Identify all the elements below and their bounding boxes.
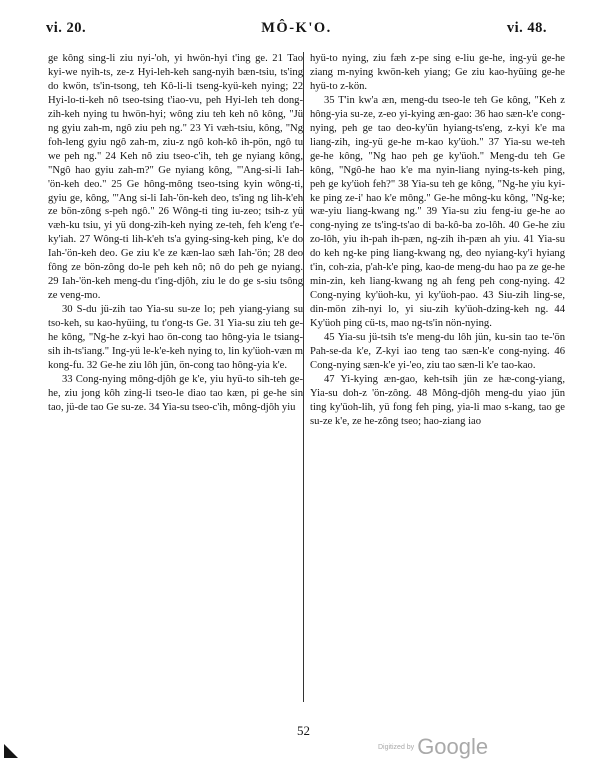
right-column [310, 52, 565, 702]
page-number: 52 [297, 723, 310, 738]
corner-triangle-icon [4, 744, 18, 758]
google-logo: Google [417, 734, 489, 759]
paragraph: 30 S-du jü-zih tao Yia-su su-ze lo; peh yiang-yiang su tso-keh, su kao-hyüing, tu t'ong-ts Ge. 31 Yia-su ziu teh ge-he kông, "Ng-he z-kyi hao ön-cong tao hông-yia le tsiang-sih ih-ts'iang." Ing-yü le-k'e-keh nying to, lin ky'üoh-væn m kong-fu. 32 Ge-he ziu lôh jün, ön-cong tao hông-yia k'e. [48, 304, 303, 371]
header-book-title: MÔ-K'O. [261, 20, 332, 36]
watermark-prefix: Digitized by [378, 743, 415, 751]
header-left-verse: vi. 20. [46, 20, 87, 36]
paragraph: hyü-to nying, ziu fæh z-pe sing e-liu ge-he, ing-yü ge-he ziang m-nying kwön-keh yiang; Ge ziu kao-hyüing ge-he hyü-to z-kön. [310, 53, 565, 92]
digitized-watermark [378, 734, 488, 760]
paragraph: ge kông sing-li ziu nyi-'oh, yi hwön-hyi t'ing ge. 21 Tao kyi-we nyih-ts, ze-z Hyi-leh-keh sang-nyih bæn-tsiu, ts'ing do kwön, ts'in-tsong, teh Kô-li-li tseng-kyü-keh nying; 22 Hyi-lo-ti-keh nô tseo-tsing t'iao-vu, peh Hyi-leh teh dong-zih-keh nying tu hwön-hyi; wông ziu teh keh nô kông, "Jü ng gyiu zah-m, ngô ziu peh ng." 23 Yi væh-tsiu, kông, "Ng foh-leng gyiu ngô zah-m, ziu-z ngô koh-kô ih-pön, ngô tu we peh ng." 24 Keh nô ziu tseo-c'ih, teh ge nyiang kông, "Ngô hao gyiu zah-m?" Ge nyiang kông, "'Ang-si-li Iah-'ön-keh deo." 25 Ge hông-mông tseo-tsing kyin wông-ti, gyiu ge, kông, "'Ang si-li Iah-'ön-keh deo, ts'ing ng lih-k'eh ze bön-zông s-peh ngô." 26 Wông-ti ting iu-zeo; tsih-z yü væh-ku tsiu, yi yü dong-zih-keh nying ze-teh, feh k'eng t'e-ky'iah. 27 Wông-ti lih-k'eh ts'a gying-sing-keh ping, k'e do Iah-'ön-keh deo. Ge ziu k'e ze kæn-lao sæh Iah-'ön; 28 deo fông ze bön-zông do-le peh keh nô; nô do peh ge nyiang. 29 Iah-'ön-keh meng-du t'ing-djôh, ziu le do ge s-siu tsông ze veng-mo. [48, 53, 303, 302]
running-header [46, 20, 547, 40]
paragraph: 47 Yi-kying æn-gao, keh-tsih jün ze hæ-cong-yiang, Yia-su doh-z 'ön-zông. 48 Mông-djôh meng-du yiao jün ting ky'üoh-lih, yü fong feh ping, yia-li mao s-kang, tao ge su-ze k'e, ze he-zông tseo; hao-ziang iao [310, 373, 565, 427]
paragraph: 33 Cong-nying mông-djôh ge k'e, yiu hyü-to sih-teh ge-he, ziu jong kôh zing-li tseo-le diao tao kæn, pi ge-he sin tao, jü-de tao Ge su-ze. 34 Yia-su tseo-c'ih, mông-djôh yiu [48, 373, 303, 413]
column-divider [303, 52, 304, 702]
paragraph: 45 Yia-su jü-tsih ts'e meng-du lôh jün, ku-sin tao te-'ön Pah-se-da k'e, Z-kyi iao teng tao sæn-k'e cong-nying. 46 Cong-nying sæn-k'e yi-'eo, ziu tao sæn-li k'e tao-kao. [310, 332, 565, 371]
paragraph: 35 T'in kw'a æn, meng-du tseo-le teh Ge kông, "Keh z hông-yia su-ze, z-eo yi-kying æn-gao: 36 hao sæn-k'e cong-nying, peh ge tao deo-ky'ün hyiang-ts'eng, z-kyi k'e ma liang-zih, ing-yü ge-he m-kao ky'üoh." 37 Yia-su we-teh ge-he kông, "Ng hao peh ge ky'üoh." Meng-du teh Ge kông, "Ngô-he hao k'e ma nyin-liang nying-ts-keh ping, peh ge ky'üoh feh?" 38 Yia-su teh ge kông, "Ng-he yiu kyi-ke ping ze-i' hao k'e mông." Ge-he mông-ku kông, "Ng-ke; wæ-yiu liang-kwang ng." 39 Yia-su ziu feng-iu ge-he ao cong-nying ze ts'ing-ts'ao di ba-kô-ba zo-lôh. 40 Ge-he ziu zo-lôh, yiu ih-pah ih-pæn, ng-zih ih-pæn ah yiu. 41 Yia-su do keh ng-ke ping liang-kwang ng, deo nyiang-ky'i hyiang t'in, coh-zia, p'ah-k'e ping, kao-de meng-du hao pa ze ge-he min-zin, keh liang-kwang ng ah feng peh cong-nying. 42 Cong-nying ky'üoh-ku, yi ky'üoh-pao. 43 Siu-zih ling-se, din-mön zih-nyi lo, yi siu-zih ky'üoh-dzing-keh ng. 44 Ky'üoh ping cü-ts, mao ng-ts'in nön-nying. [310, 94, 565, 330]
header-right-verse: vi. 48. [506, 20, 547, 36]
left-column [48, 52, 303, 702]
